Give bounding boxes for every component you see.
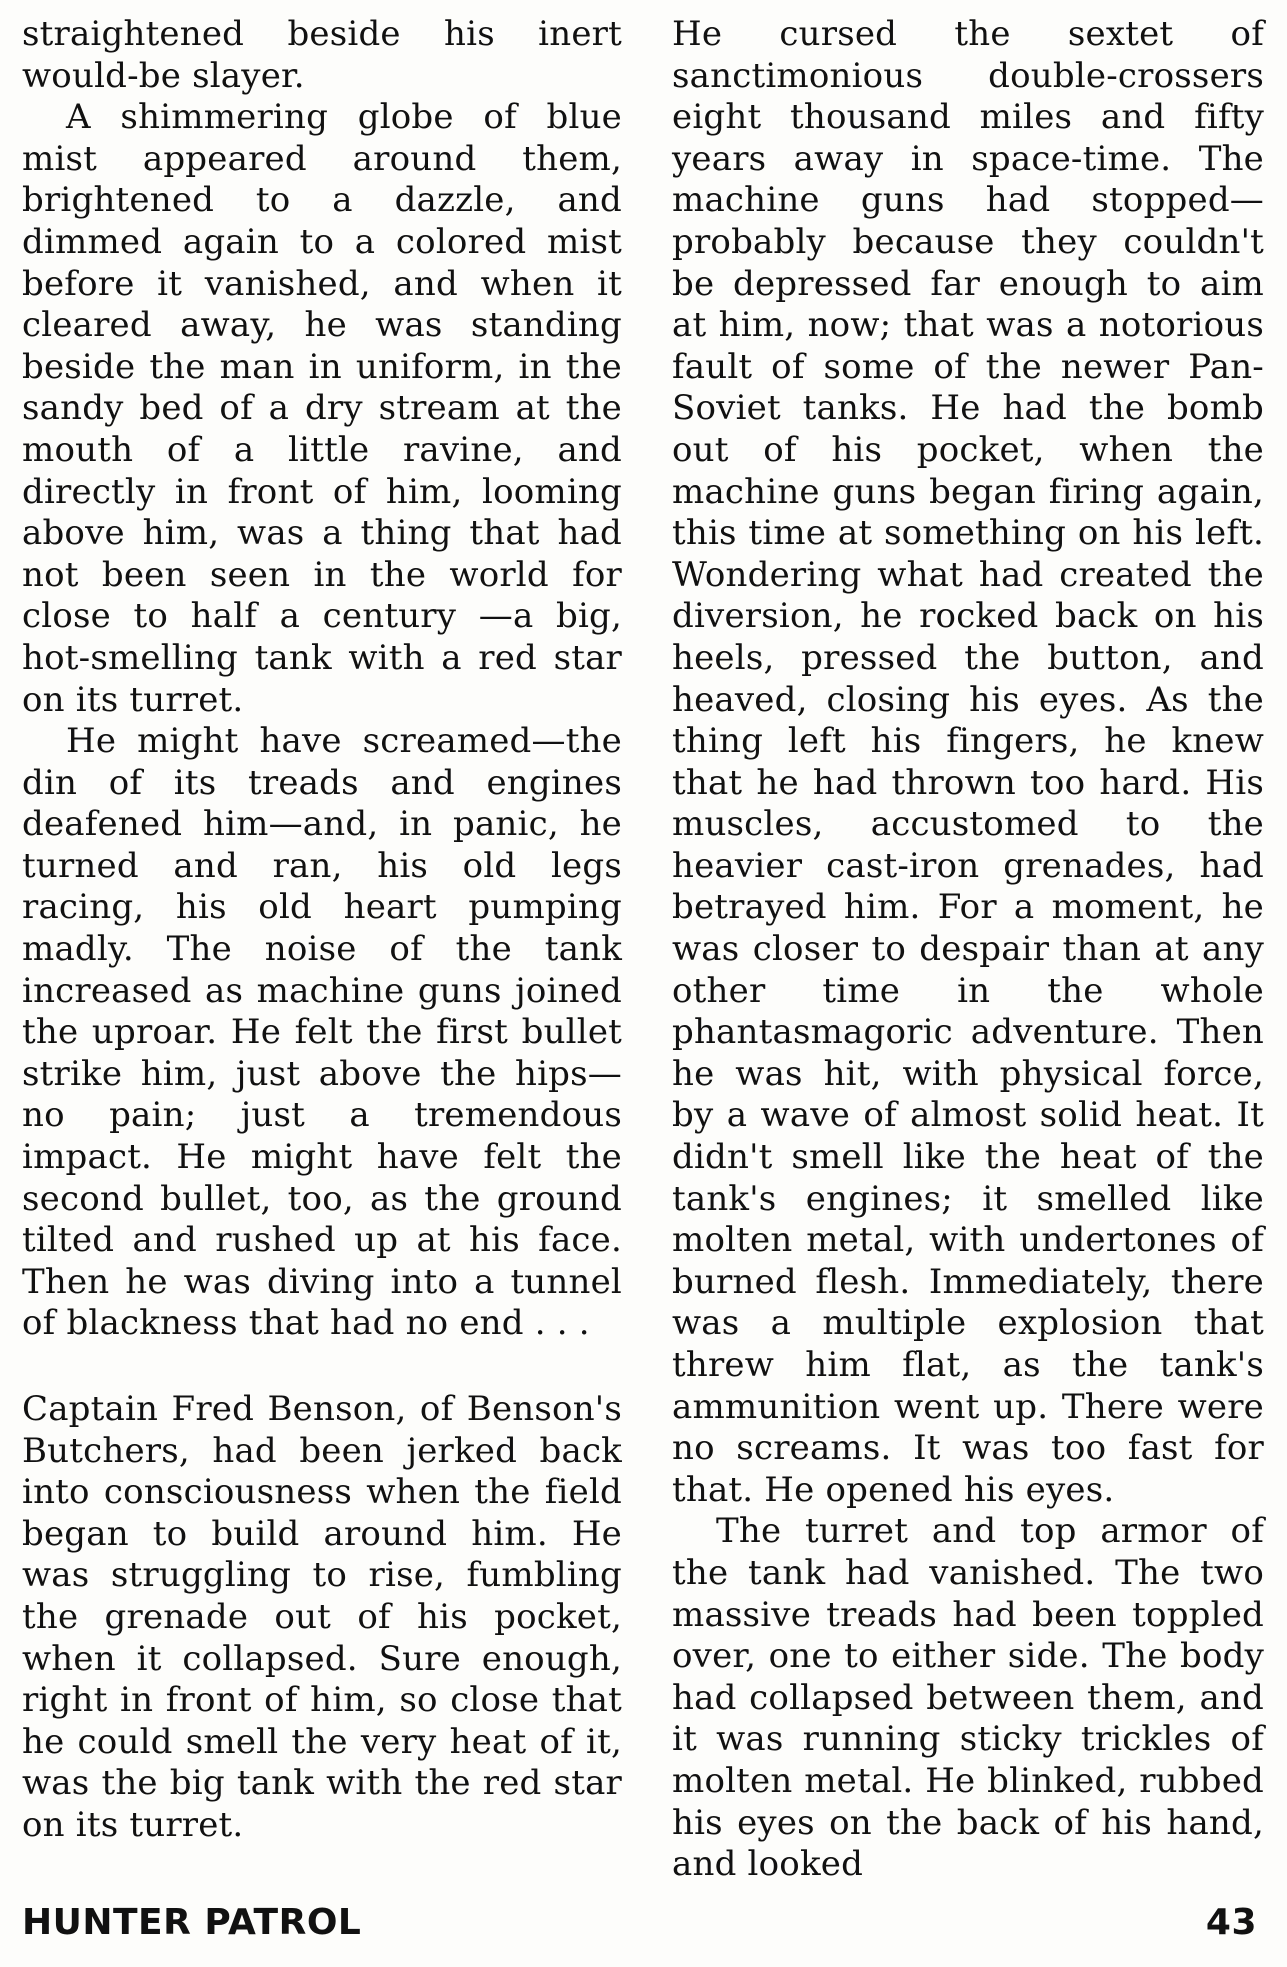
right-text-column [672, 14, 1264, 1886]
paragraph-tank-attack: He might have screamed—the din of its treads and engines deafened him—and, in panic, he turned and ran, his old legs racing, his old heart pumping madly. The noise of the tank increased as machine guns joined the uproar. He felt the first bullet strike him, just above the hips—no pain; just a tremendous impact. He might have felt the second bullet, too, as the ground tilted and rushed up at his face. Then he was diving into a tunnel of blackness that had no end . . . [22, 721, 622, 1344]
paragraph-explosion: He cursed the sextet of sanctimonious double-crossers eight thousand miles and fifty years away in space-time. The machine guns had stopped—probably because they couldn't be depressed far enough to aim at him, now; that was a notorious fault of some of the newer Pan-Soviet tanks. He had the bomb out of his pocket, when the machine guns began firing again, this time at something on his left. Wondering what had created the diversion, he rocked back on his heels, pressed the button, and heaved, closing his eyes. As the thing left his fingers, he knew that he had thrown too hard. His muscles, accustomed to the heavier cast-iron grenades, had betrayed him. For a moment, he was closer to despair than at any other time in the whole phantasmagoric adventure. Then he was hit, with physical force, by a wave of almost solid heat. It didn't smell like the heat of the tank's engines; it smelled like molten metal, with undertones of burned flesh. Immediately, there was a multiple explosion that threw him flat, as the tank's ammunition went up. There were no screams. It was too fast for that. He opened his eyes. [672, 14, 1264, 1510]
running-head: HUNTER PATROL [22, 1902, 362, 1943]
paragraph-captain-benson: Captain Fred Benson, of Benson's Butchers, had been jerked back into consciousness when the field began to build around him. He was struggling to rise, fumbling the grenade out of his pocket, when it collapsed. Sure enough, right in front of him, so close that he could smell the very heat of it, was the big tank with the red star on its turret. [22, 1389, 622, 1845]
paragraph-aftermath: The turret and top armor of the tank had vanished. The two massive treads had been toppled over, one to either side. The body had collapsed between them, and it was running sticky trickles of molten metal. He blinked, rubbed his eyes on the back of his hand, and looked [672, 1511, 1264, 1885]
page-number: 43 [1205, 1902, 1257, 1943]
paragraph-blue-mist: A shimmering globe of blue mist appeared around them, brightened to a dazzle, and dimmed again to a colored mist before it vanished, and when it cleared away, he was standing beside the man in uniform, in the sandy bed of a dry stream at the mouth of a little ravine, and directly in front of him, looming above him, was a thing that had not been seen in the world for close to half a century —a big, hot-smelling tank with a red star on its turret. [22, 97, 622, 720]
paragraph-continuation: straightened beside his inert would-be slayer. [22, 14, 622, 96]
left-text-column [22, 14, 622, 1847]
